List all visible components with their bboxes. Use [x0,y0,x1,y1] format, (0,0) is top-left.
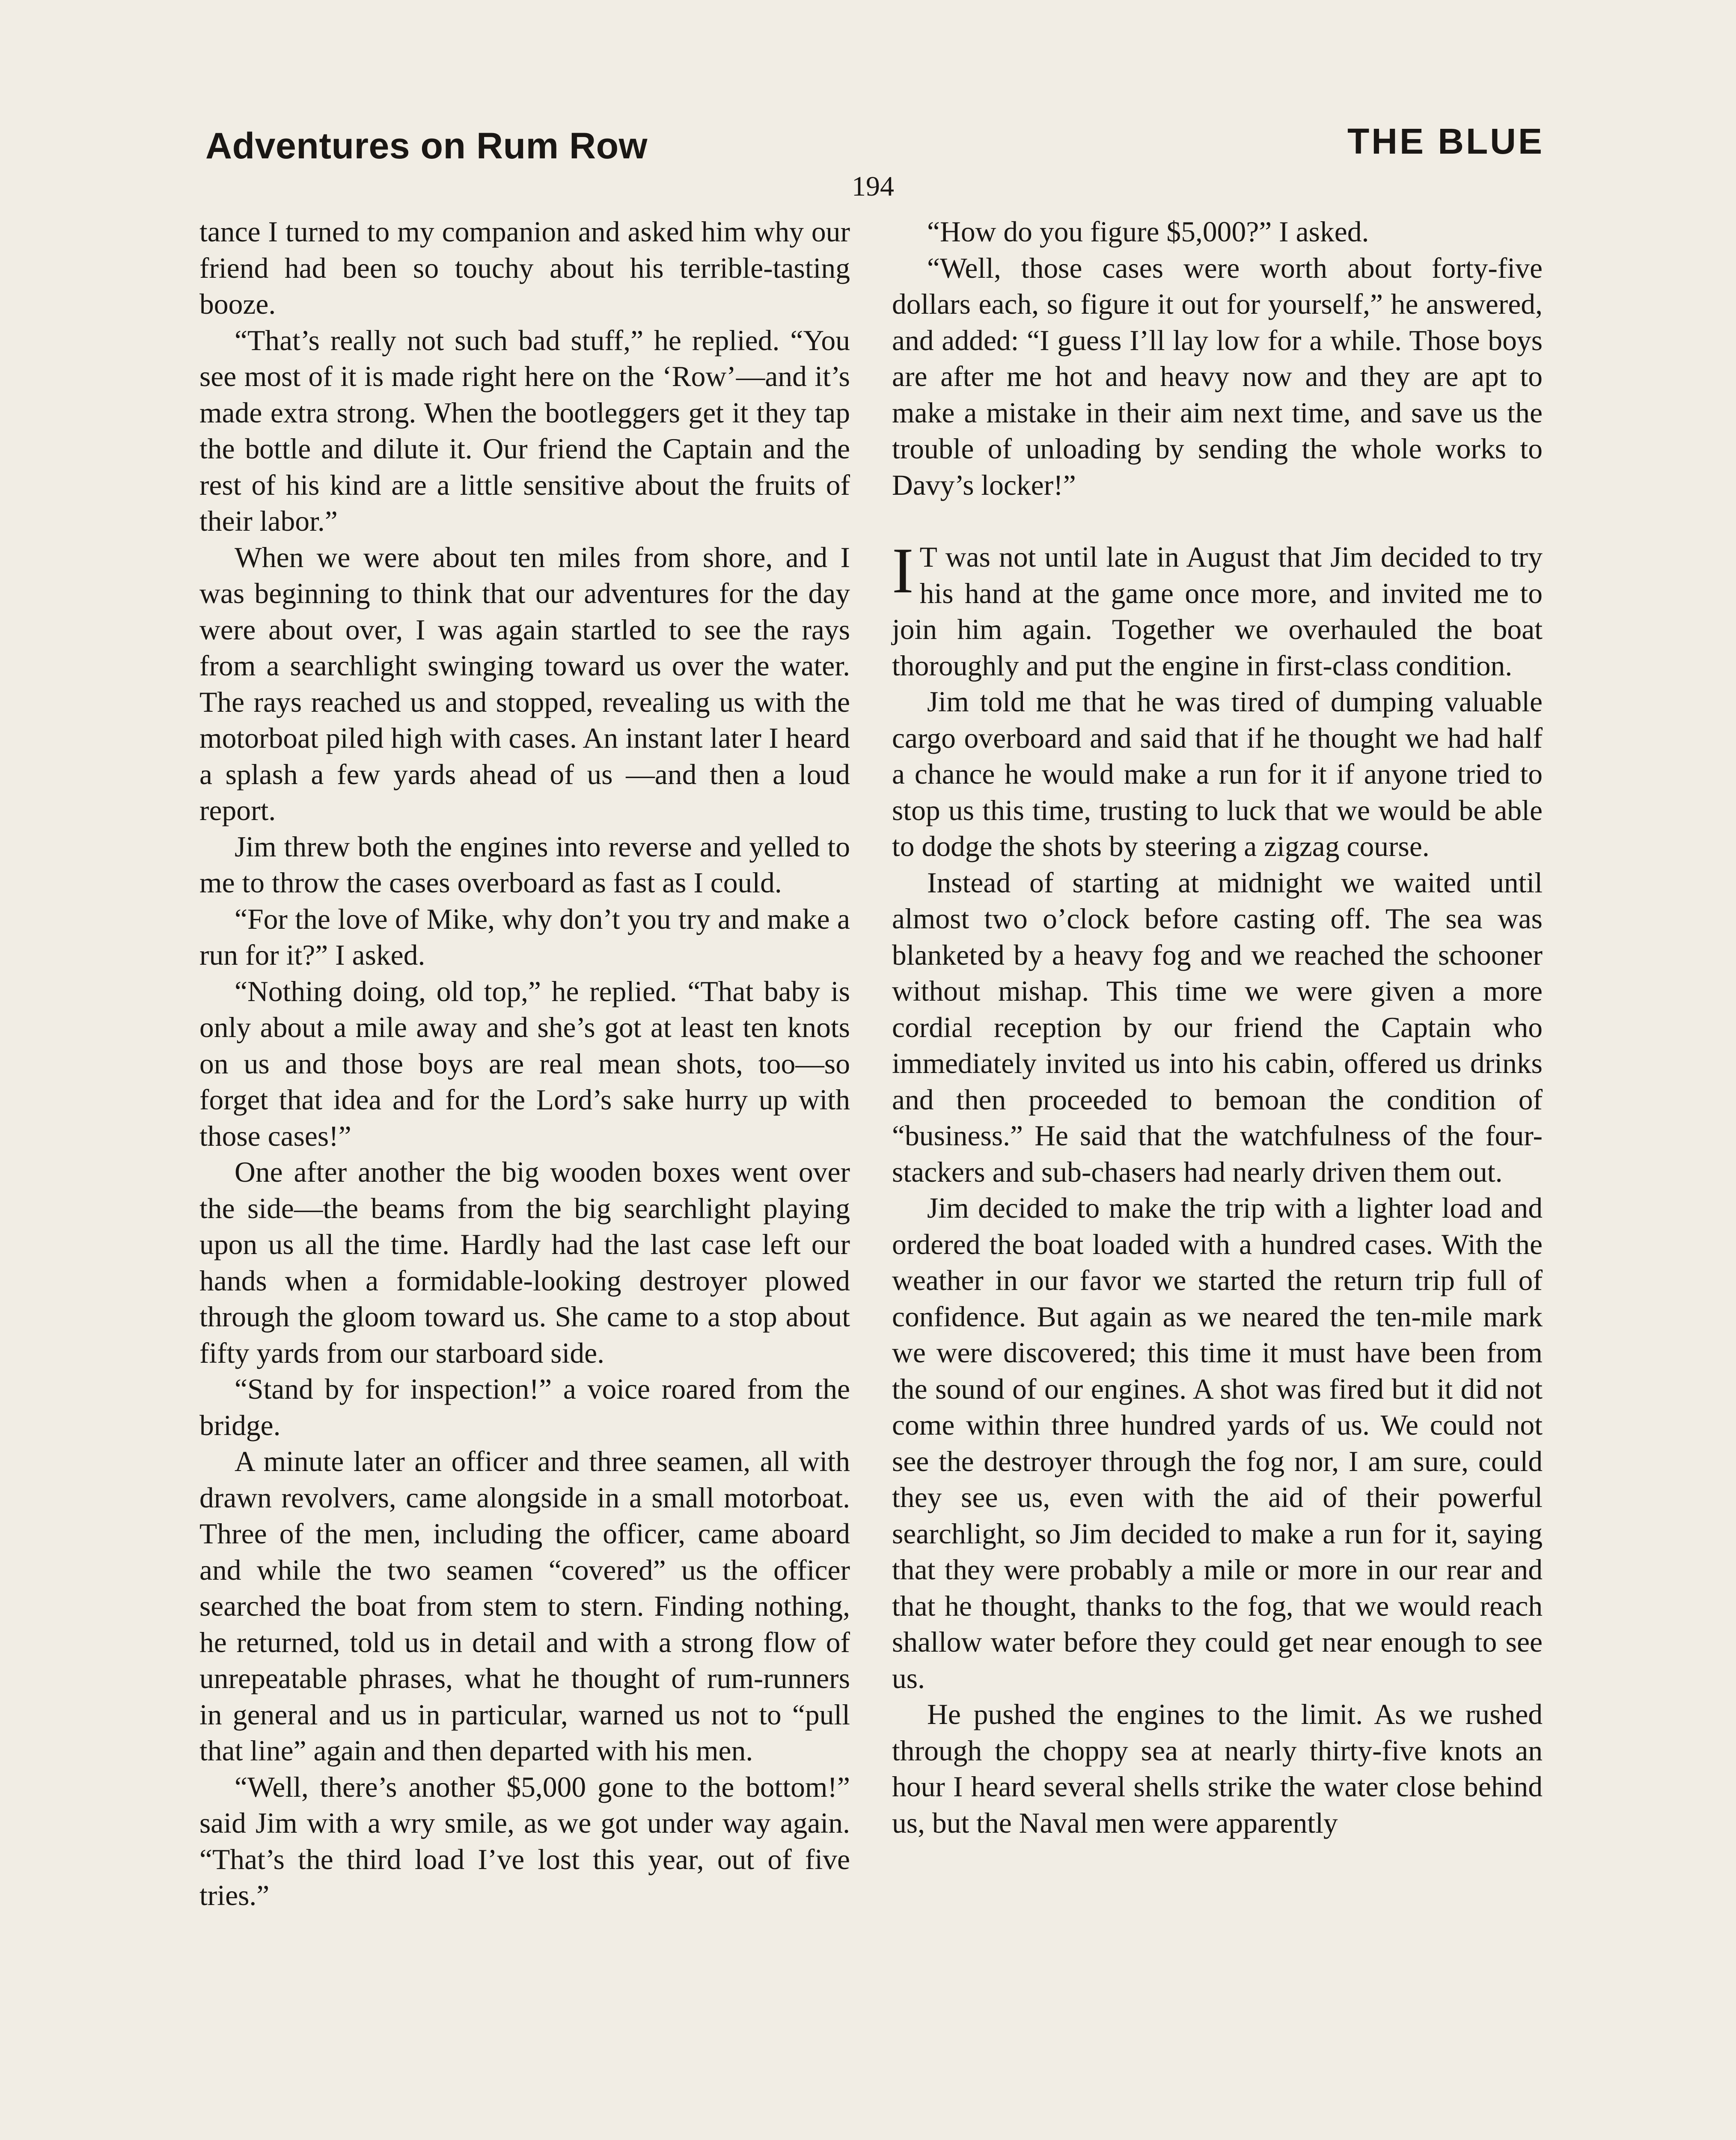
paragraph: He pushed the engines to the limit. As we rushed through the choppy sea at nearly thirty-five knots an hour I heard several shells strike the water close behind us, but the Naval men were apparently [892,1698,1543,1839]
paragraph: “That’s really not such bad stuff,” he replied. “You see most of it is made right here on the ‘Row’—and it’s made extra strong. When the bootleggers get it they tap the bottle and dilute it. Our friend the Captain and the rest of his kind are a little sensitive about the fruits of their labor.” [199,324,850,537]
page-number: 194 [852,171,894,202]
left-column [199,214,850,1914]
paragraph: “Nothing doing, old top,” he replied. “That baby is only about a mile away and she’s got at least ten knots on us and those boys are real mean shots, too—so forget that idea and for the Lord’s sake hurry up with those cases!” [199,975,850,1152]
running-title: Adventures on Rum Row [205,125,648,166]
right-column [892,214,1543,1841]
paragraph: Instead of starting at midnight we waited until almost two o’clock before casting off. The sea was blanketed by a heavy fog and we reached the schooner without mishap. This time we were given a more cordial reception by our friend the Captain who immediately invited us into his cabin, offered us drinks and then proceeded to bemoan the condition of “business.” He said that the watchfulness of the four-stackers and sub-chasers had nearly driven them out. [892,866,1543,1188]
paragraph-text: T was not until late in August that Jim decided to try his hand at the game once more, and invited me to join him again. Together we overhauled the boat thoroughly and put the engine in first-class condition. [892,541,1543,682]
paragraph: tance I turned to my companion and asked him why our friend had been so touchy about his terrible-tasting booze. [199,216,850,320]
paragraph: “Stand by for inspection!” a voice roared from the bridge. [199,1373,850,1442]
drop-cap: I [892,535,914,606]
paragraph: “For the love of Mike, why don’t you try and make a run for it?” I asked. [199,903,850,971]
paragraph: Jim decided to make the trip with a lighter load and ordered the boat loaded with a hundred cases. With the weather in our favor we started the return trip full of confidence. But again as we neared the ten-mile mark we were discovered; this time it must have been from the sound of our engines. A shot was fired but it did not come within three hundred yards of us. We could not see the destroyer through the fog nor, I am sure, could they see us, even with the aid of their powerful searchlight, so Jim decided to make a run for it, saying that they were probably a mile or more in our rear and that he thought, thanks to the fog, that we would reach shallow water before they could get near enough to see us. [892,1192,1543,1694]
paragraph: A minute later an officer and three seamen, all with drawn revolvers, came alongside in a small motorboat. Three of the men, including the officer, came aboard and while the two seamen “covered” us the officer searched the boat from stem to stern. Finding nothing, he returned, told us in detail and with a strong flow of unrepeatable phrases, what he thought of rum-runners in general and us in particular, warned us not to “pull that line” again and then departed with his men. [199,1445,850,1767]
paragraph: Jim threw both the engines into reverse and yelled to me to throw the cases overboard as fast as I could. [199,830,850,899]
paragraph: “How do you figure $5,000?” I asked. [927,216,1369,248]
paragraph: “Well, those cases were worth about forty-five dollars each, so figure it out for yourself,” he answered, and added: “I guess I’ll lay low for a while. Those boys are after me hot and heavy now and they are apt to make a mistake in their aim next time, and save us the trouble of unloading by sending the whole works to Davy’s locker!” [892,252,1543,501]
paragraph: “Well, there’s another $5,000 gone to the bottom!” said Jim with a wry smile, as we got under way again. “That’s the third load I’ve lost this year, out of five tries.” [199,1771,850,1911]
paragraph: Jim told me that he was tired of dumping valuable cargo overboard and said that if he thought we had half a chance he would make a run for it if anyone tried to stop us this time, trusting to luck that we would be able to dodge the shots by steering a zigzag course. [892,686,1543,862]
section-opening-paragraph [892,535,1543,684]
paragraph: One after another the big wooden boxes went over the side—the beams from the big searchlight playing upon us all the time. Hardly had the last case left our hands when a formidable-looking destroyer plowed through the gloom toward us. She came to a stop about fifty yards from our starboard side. [199,1156,850,1369]
paragraph: When we were about ten miles from shore, and I was beginning to think that our adventures for the day were about over, I was again startled to see the rays from a searchlight swinging toward us over the water. The rays reached us and stopped, revealing us with the motorboat piled high with cases. An instant later I heard a splash a few yards ahead of us —and then a loud report. [199,541,850,826]
magazine-name: THE BLUE [1347,121,1544,161]
